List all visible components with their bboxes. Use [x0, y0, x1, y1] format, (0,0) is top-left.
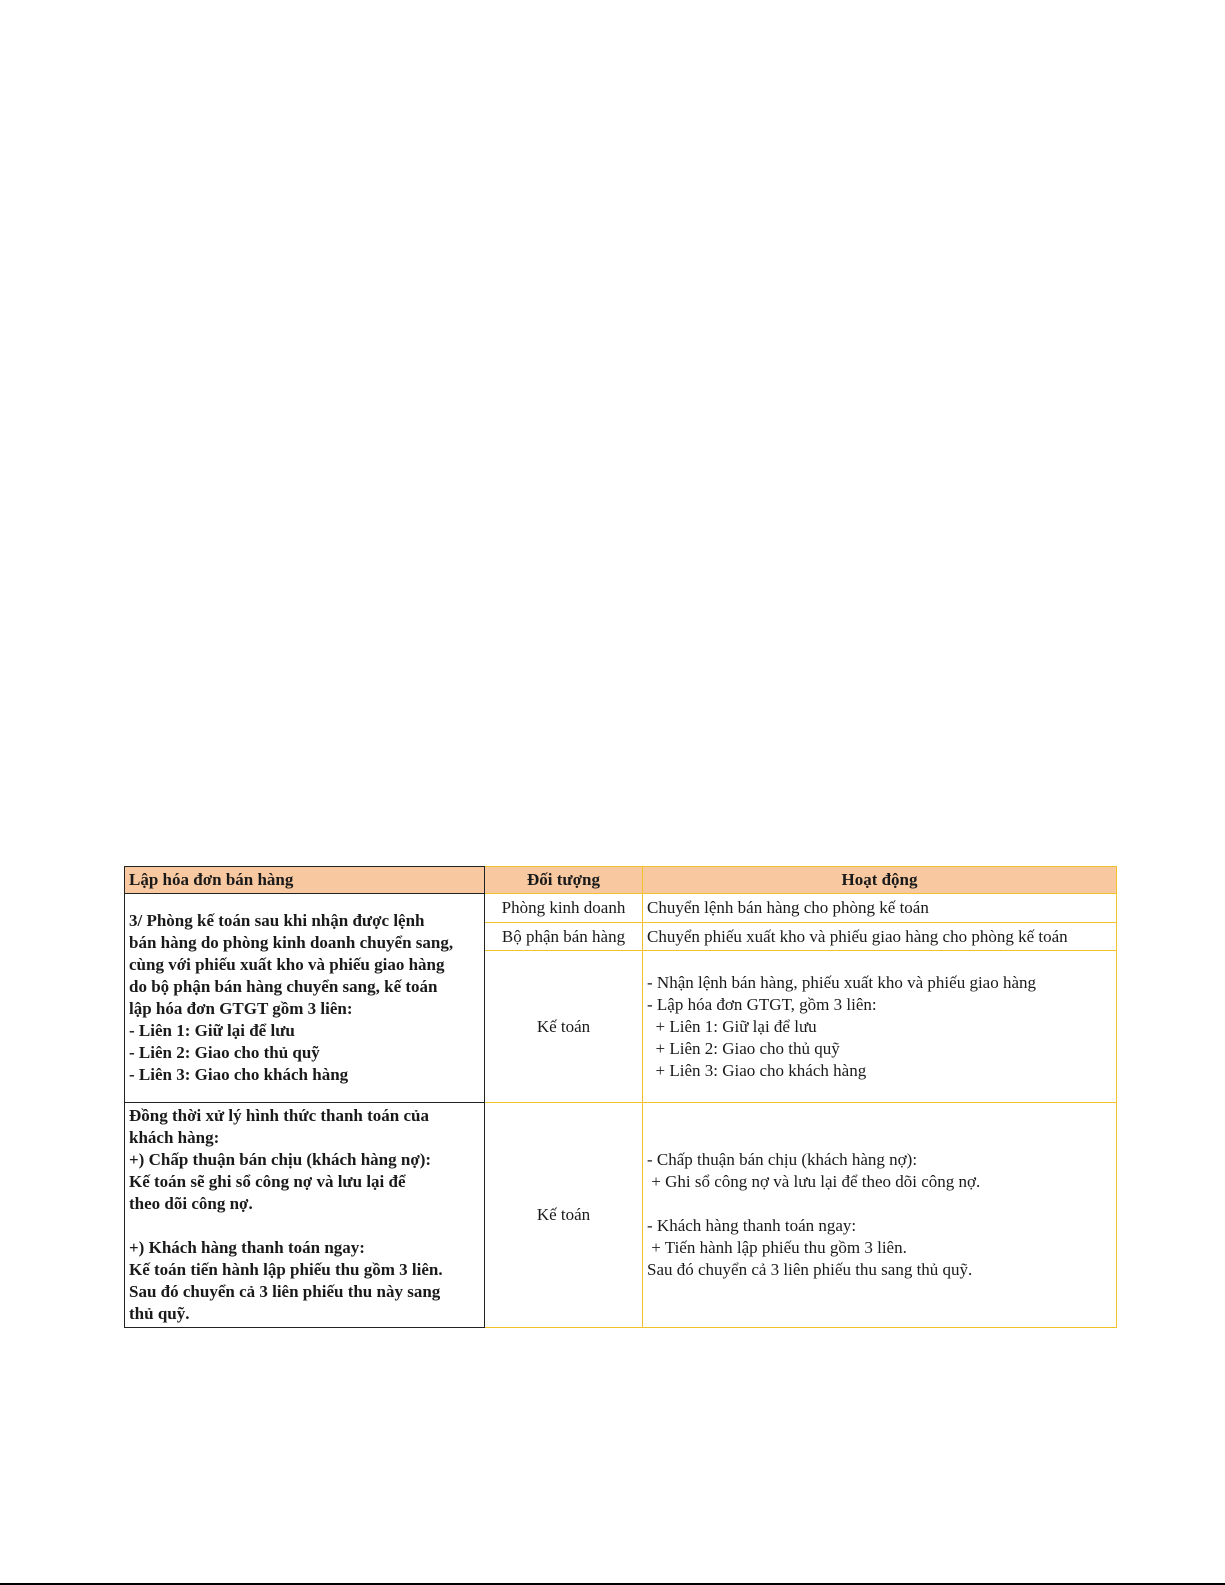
step-line: khách hàng:: [129, 1128, 220, 1147]
step-line: +) Chấp thuận bán chịu (khách hàng nợ):: [129, 1150, 432, 1169]
activity-cell: [643, 922, 1117, 951]
activity-line: - Khách hàng thanh toán ngay:: [647, 1216, 857, 1235]
activity-line: Sau đó chuyển cả 3 liên phiếu thu sang thủ quỹ.: [647, 1260, 973, 1279]
step-line: - Liên 1: Giữ lại để lưu: [129, 1021, 295, 1040]
activity-cell: [643, 894, 1117, 923]
blank-line: [647, 1193, 1112, 1215]
step-line: do bộ phận bán hàng chuyển sang, kế toán: [129, 977, 438, 996]
activity-cell: [643, 1103, 1117, 1328]
activity-line: Chuyển lệnh bán hàng cho phòng kế toán: [647, 897, 929, 917]
activity-line: - Chấp thuận bán chịu (khách hàng nợ):: [647, 1150, 918, 1169]
actor-cell: Kế toán: [485, 951, 643, 1103]
step-line: Kế toán sẽ ghi sổ công nợ và lưu lại để: [129, 1172, 406, 1191]
step-line: - Liên 3: Giao cho khách hàng: [129, 1065, 349, 1084]
activity-line: - Lập hóa đơn GTGT, gồm 3 liên:: [647, 994, 877, 1014]
step-line: bán hàng do phòng kinh doanh chuyển sang,: [129, 933, 454, 952]
step-line: 3/ Phòng kế toán sau khi nhận được lệnh: [129, 911, 425, 930]
table-header-row: [125, 867, 1117, 894]
activity-line: - Nhận lệnh bán hàng, phiếu xuất kho và phiếu giao hàng: [647, 972, 1037, 992]
table-row: [125, 1103, 1117, 1328]
step-description-cell: [125, 894, 485, 1103]
header-hoat-dong: Hoạt động: [643, 867, 1117, 894]
activity-cell: [643, 951, 1117, 1103]
activity-line: + Liên 2: Giao cho thủ quỹ: [647, 1038, 840, 1058]
step-line: cùng với phiếu xuất kho và phiếu giao hàng: [129, 955, 445, 974]
table-row: [125, 894, 1117, 923]
process-table: [124, 866, 1117, 1328]
header-lap-hoa-don: Lập hóa đơn bán hàng: [125, 867, 485, 894]
actor-cell: Bộ phận bán hàng: [485, 922, 643, 951]
actor-cell: Phòng kinh doanh: [485, 894, 643, 923]
activity-line: Chuyển phiếu xuất kho và phiếu giao hàng cho phòng kế toán: [647, 926, 1068, 946]
step-line: lập hóa đơn GTGT gồm 3 liên:: [129, 999, 353, 1018]
step-line: Sau đó chuyển cả 3 liên phiếu thu này sang: [129, 1282, 441, 1301]
activity-line: + Liên 3: Giao cho khách hàng: [647, 1060, 867, 1080]
step-line: thủ quỹ.: [129, 1304, 190, 1323]
step-line: +) Khách hàng thanh toán ngay:: [129, 1238, 365, 1257]
step-line: Kế toán tiến hành lập phiếu thu gồm 3 liên.: [129, 1260, 443, 1279]
blank-line: [129, 1215, 480, 1237]
activity-line: + Liên 1: Giữ lại để lưu: [647, 1016, 817, 1036]
step-line: - Liên 2: Giao cho thủ quỹ: [129, 1043, 320, 1062]
activity-line: + Tiến hành lập phiếu thu gồm 3 liên.: [647, 1238, 907, 1257]
payment-description-cell: [125, 1103, 485, 1328]
activity-line: + Ghi sổ công nợ và lưu lại để theo dõi công nợ.: [647, 1172, 981, 1191]
actor-cell: Kế toán: [485, 1103, 643, 1328]
header-doi-tuong: Đối tượng: [485, 867, 643, 894]
step-line: Đồng thời xử lý hình thức thanh toán của: [129, 1106, 429, 1125]
step-line: theo dõi công nợ.: [129, 1194, 253, 1213]
